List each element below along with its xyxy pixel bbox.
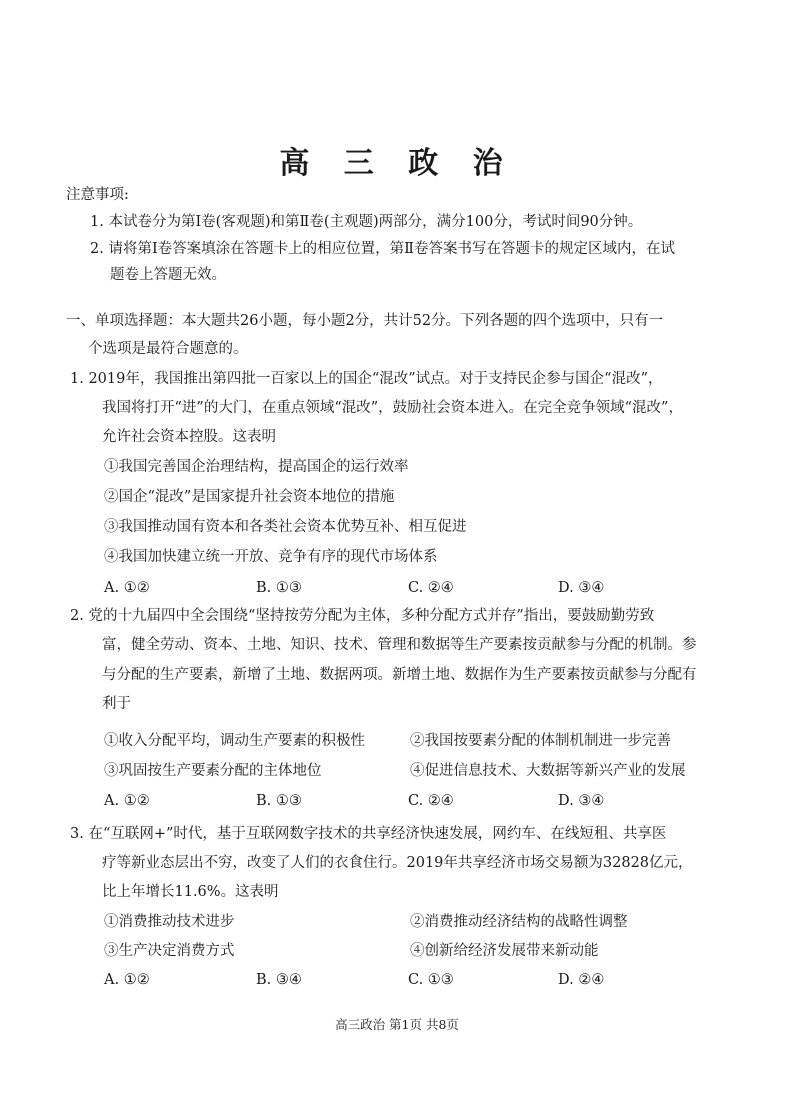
option-b: B. ①③ (256, 580, 302, 596)
option-c: C. ②④ (408, 793, 454, 809)
statement: ③生产决定消费方式 (104, 943, 235, 959)
question-stem: 与分配的生产要素，新增了土地、数据两项。新增土地、数据作为生产要素按贡献参与分配有 (102, 667, 697, 683)
page-footer: 高三政治 第1页 共8页 (335, 1017, 459, 1032)
page-title: 高 三 政 治 (279, 146, 515, 181)
notice-item: 2. 请将第Ⅰ卷答案填涂在答题卡上的相应位置，第Ⅱ卷答案书写在答题卡的规定区域内，在试 (90, 241, 676, 257)
section-heading: 一、单项选择题：本大题共26小题，每小题2分，共计52分。下列各题的四个选项中，只有一 (66, 313, 664, 329)
statement: ②国企“混改”是国家提升社会资本地位的措施 (104, 489, 395, 505)
question-stem: 比上年增长11.6%。这表明 (102, 884, 279, 900)
statement: ④创新给经济发展带来新动能 (410, 943, 599, 959)
statement: ④促进信息技术、大数据等新兴产业的发展 (410, 763, 686, 779)
question-stem: 我国将打开“进”的大门，在重点领域“混改”，鼓励社会资本进入。在完全竞争领域“混改”， (102, 400, 683, 416)
question-stem: 利于 (102, 696, 131, 712)
option-a: A. ①② (104, 580, 150, 596)
section-heading: 个选项是最符合题意的。 (88, 341, 248, 357)
option-b: B. ①③ (256, 793, 302, 809)
statement: ④我国加快建立统一开放、竞争有序的现代市场体系 (104, 549, 438, 565)
question-stem: 1. 2019年，我国推出第四批一百家以上的国企“混改”试点。对于支持民企参与国企“混改”， (70, 371, 663, 387)
notice-heading: 注意事项: (66, 187, 129, 203)
option-c: C. ①③ (408, 972, 454, 988)
statement: ②消费推动经济结构的战略性调整 (410, 914, 628, 930)
statement: ①收入分配平均，调动生产要素的积极性 (104, 733, 365, 749)
statement: ③巩固按生产要素分配的主体地位 (104, 763, 322, 779)
question-stem: 疗等新业态层出不穷，改变了人们的衣食住行。2019年共享经济市场交易额为32828亿元， (102, 855, 693, 871)
option-b: B. ③④ (256, 972, 302, 988)
question-stem: 3. 在“互联网+”时代，基于互联网数字技术的共享经济快速发展，网约车、在线短租、共享医 (70, 826, 667, 842)
statement: ②我国按要素分配的体制机制进一步完善 (410, 733, 671, 749)
option-c: C. ②④ (408, 580, 454, 596)
question-stem: 2. 党的十九届四中全会围绕“坚持按劳分配为主体，多种分配方式并存”指出，要鼓励勤劳致 (70, 608, 655, 624)
option-d: D. ②④ (558, 972, 605, 988)
option-d: D. ③④ (558, 793, 605, 809)
question-stem: 允许社会资本控股。这表明 (102, 429, 276, 445)
notice-item: 1. 本试卷分为第Ⅰ卷(客观题)和第Ⅱ卷(主观题)两部分，满分100分，考试时间90分钟。 (90, 214, 643, 230)
statement: ③我国推动国有资本和各类社会资本优势互补、相互促进 (104, 519, 467, 535)
statement: ①消费推动技术进步 (104, 914, 235, 930)
statement: ①我国完善国企治理结构，提高国企的运行效率 (104, 459, 409, 475)
notice-item: 题卷上答题无效。 (110, 267, 226, 283)
question-stem: 富，健全劳动、资本、土地、知识、技术、管理和数据等生产要素按贡献参与分配的机制。参 (102, 637, 697, 653)
option-a: A. ①② (104, 972, 150, 988)
option-d: D. ③④ (558, 580, 605, 596)
option-a: A. ①② (104, 793, 150, 809)
